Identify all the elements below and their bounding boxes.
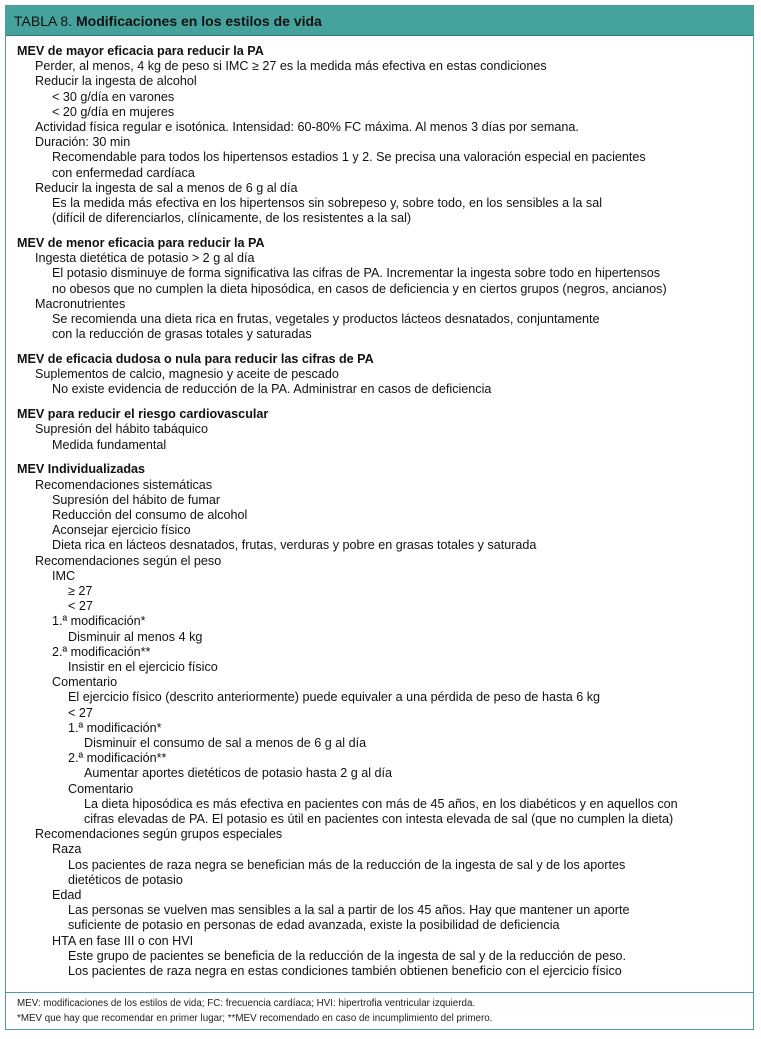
table-line: ≥ 27 (68, 584, 93, 598)
table-line: Las personas se vuelven mas sensibles a la sal a partir de los 45 años. Hay que mantener un aporte (68, 903, 630, 918)
table-line: Perder, al menos, 4 kg de peso si IMC ≥ 27 es la medida más efectiva en estas condiciones (35, 59, 547, 74)
footnote-divider (6, 992, 753, 993)
table-line: Recomendaciones según el peso (35, 553, 222, 568)
section-heading: MEV para reducir el riesgo cardiovascular (17, 407, 269, 422)
table-line: Suplementos de calcio, magnesio y aceite de pescado (35, 367, 339, 382)
footnote-asterisks: *MEV que hay que recomendar en primer lugar; **MEV recomendado en caso de incumplimiento del primero. (17, 1013, 493, 1024)
table-line: Recomendable para todos los hipertensos estadios 1 y 2. Se precisa una valoración especial en pacientes (52, 150, 646, 165)
table-label: TABLA 8. (14, 13, 73, 29)
table-line: IMC (52, 568, 76, 583)
table-line: Es la medida más efectiva en los hipertensos sin sobrepeso y, sobre todo, en los sensibles a la sal (52, 196, 602, 210)
table-line: La dieta hiposódica es más efectiva en pacientes con más de 45 años, en los diabéticos y en aquellos con (84, 796, 678, 811)
table-line: 2.ª modificación** (52, 644, 151, 659)
table-line: Duración: 30 min (35, 135, 131, 150)
table-line: Supresión del hábito de fumar (52, 492, 221, 507)
table-line: Reducir la ingesta de sal a menos de 6 g al día (35, 180, 298, 195)
table-line: Ingesta dietética de potasio > 2 g al día (35, 251, 255, 266)
table-line: Los pacientes de raza negra se benefician más de la reducción de la ingesta de sal y de los aportes (68, 857, 626, 872)
table-line: El ejercicio físico (descrito anteriormente) puede equivaler a una pérdida de peso de hasta 6 kg (68, 690, 601, 705)
table-line: Los pacientes de raza negra en estas condiciones también obtienen beneficio con el ejercicio físico (68, 964, 622, 978)
table-line: Recomendaciones según grupos especiales (35, 827, 283, 842)
table-line: Recomendaciones sistemáticas (35, 477, 213, 492)
table-line: (difícil de diferenciarlos, clínicamente, de los resistentes a la sal) (52, 211, 412, 226)
table-line: < 27 (68, 705, 93, 720)
table-line: cifras elevadas de PA. El potasio es útil en pacientes con intesta elevada de sal (que no cumplen la dieta) (84, 812, 674, 826)
table-line: < 30 g/día en varones (52, 89, 175, 104)
table-line: Comentario (52, 675, 118, 690)
table-line: Reducir la ingesta de alcohol (35, 74, 197, 89)
table-line: Raza (52, 842, 82, 857)
table-frame (5, 5, 754, 1030)
table-line: con enfermedad cardíaca (52, 165, 195, 180)
table-line: con la reducción de grasas totales y saturadas (52, 327, 312, 342)
table-line: El potasio disminuye de forma significativa las cifras de PA. Incrementar la ingesta sobre todo en hipertensos (52, 266, 661, 281)
table-line: dietéticos de potasio (68, 872, 183, 887)
table-line: Comentario (68, 781, 134, 796)
table-line: Aconsejar ejercicio físico (52, 523, 191, 538)
table-line: Macronutrientes (35, 296, 126, 311)
table-line: < 27 (68, 599, 93, 614)
section-heading: MEV de eficacia dudosa o nula para reducir las cifras de PA (17, 352, 374, 366)
footnote-abbreviations: MEV: modificaciones de los estilos de vida; FC: frecuencia cardíaca; HVI: hipertrofia ventricular izquierda. (17, 998, 476, 1009)
section-heading: MEV de menor eficacia para reducir la PA (17, 236, 265, 250)
table-line: < 20 g/día en mujeres (52, 104, 175, 119)
table-title: Modificaciones en los estilos de vida (76, 13, 322, 29)
table-line: Insistir en el ejercicio físico (68, 660, 218, 674)
table-line: Actividad física regular e isotónica. Intensidad: 60-80% FC máxima. Al menos 3 días por semana. (35, 120, 579, 134)
table-line: Reducción del consumo de alcohol (52, 508, 248, 522)
table-line: suficiente de potasio en personas de edad avanzada, existe la posibilidad de deficiencia (68, 918, 560, 933)
section-heading: MEV Individualizadas (17, 462, 146, 477)
table-line: Se recomienda una dieta rica en frutas, vegetales y productos lácteos desnatados, conjuntamente (52, 312, 600, 326)
table-line: Supresión del hábito tabáquico (35, 422, 208, 437)
table-line: 1.ª modificación* (52, 614, 146, 629)
table-line: Disminuir al menos 4 kg (68, 629, 203, 644)
table-line: Edad (52, 888, 82, 902)
table-line: 2.ª modificación** (68, 751, 167, 766)
table-line: Este grupo de pacientes se beneficia de la reducción de la ingesta de sal y de la reducción de peso. (68, 948, 626, 963)
table-line: Medida fundamental (52, 437, 167, 452)
table-line: Disminuir el consumo de sal a menos de 6 g al día (84, 736, 367, 750)
section-heading: MEV de mayor eficacia para reducir la PA (17, 44, 264, 58)
table-line: Dieta rica en lácteos desnatados, frutas, verduras y pobre en grasas totales y saturada (52, 538, 537, 553)
table-line: Aumentar aportes dietéticos de potasio hasta 2 g al día (84, 766, 393, 781)
table-line: 1.ª modificación* (68, 720, 162, 735)
table-line: No existe evidencia de reducción de la PA. Administrar en casos de deficiencia (52, 382, 492, 397)
table-header (6, 6, 753, 36)
table-line: no obesos que no cumplen la dieta hiposódica, en casos de deficiencia y en ciertos grupos (negros, ancianos) (52, 281, 667, 296)
table-line: HTA en fase III o con HVI (52, 933, 194, 948)
